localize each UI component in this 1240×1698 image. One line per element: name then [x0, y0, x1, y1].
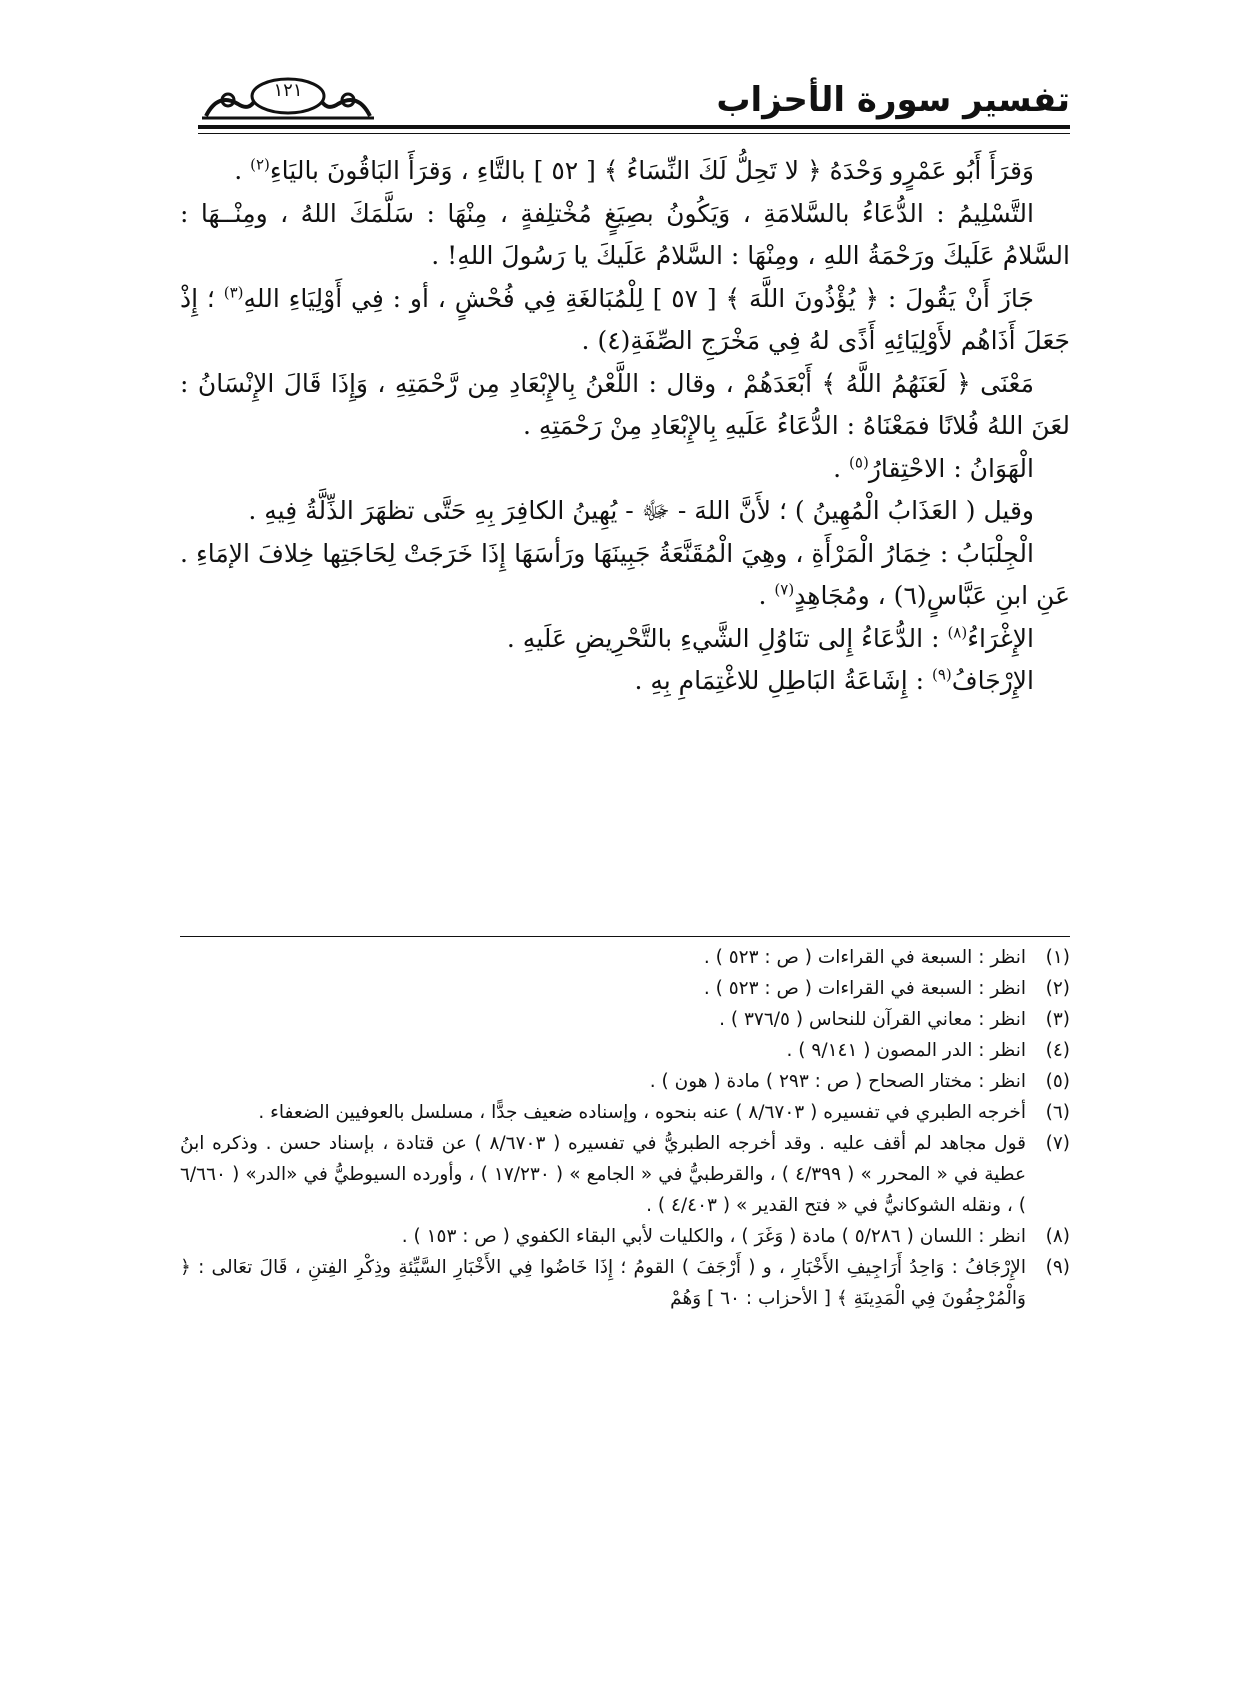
paragraph-text: مَعْنَى ﴿ لَعَنَهُمُ اللَّهُ ﴾ أَبْعَدَهُمْ ، وقال : اللَّعْنُ بِالإِبْعَادِ مِن رَّحْمَتِهِ ، وَإِذَا قَالَ الإِنْسَانُ : لعَنَ اللهُ فُلانًا فمَعْنَاهُ : الدُّعَاءُ عَلَيهِ بِالإِبْعَادِ مِنْ رَحْمَتِهِ .: [180, 368, 1070, 440]
paragraph-8: [180, 618, 1070, 661]
footnote-text: أخرجه الطبري في تفسيره ( ٨/٦٧٠٣ ) عنه بنحوه ، وإسناده ضعيف جدًّا ، مسلسل بالعوفيين الضعفاء .: [258, 1102, 1026, 1123]
paragraph-3: [180, 278, 1070, 363]
footnote-number: (٣): [1045, 1009, 1070, 1030]
footnote-7: [180, 1128, 1070, 1221]
paragraph-text: وقيل ( العَذَابُ الْمُهِينُ ) ؛ لأَنَّ اللهَ - ﷻ - يُهِينُ الكافِرَ بِهِ حَتَّى تظهَرَ الذِّلَّةُ فِيهِ .: [248, 496, 1034, 525]
footnote-6: [180, 1097, 1070, 1128]
footnote-2: [180, 973, 1070, 1004]
footnote-3: [180, 1004, 1070, 1035]
paragraph-tail: ؛ إِذْ جَعَلَ أَذَاهُم لأَوْلِيَائِهِ أَذًى لهُ فِي مَخْرَجِ الصِّفَةِ(٤) .: [180, 283, 1070, 355]
footnote-text: انظر : مختار الصحاح ( ص : ٢٩٣ ) مادة ( هون ) .: [649, 1071, 1026, 1092]
paragraph-text: جَازَ أَنْ يَقُولَ : ﴿ يُؤْذُونَ اللَّهَ ﴾ [ ٥٧ ] لِلْمُبَالغَةِ فِي فُحْشٍ ، أو : فِي أَوْلِيَاءِ اللهِ: [243, 283, 1034, 313]
footnote-number: (٩): [1045, 1257, 1070, 1278]
footnote-ref: (٨): [947, 623, 968, 642]
footnote-number: (٨): [1045, 1226, 1070, 1247]
header-rule-thin: [198, 133, 1070, 134]
footnote-ref: (٩): [931, 665, 952, 684]
footnote-4: [180, 1035, 1070, 1066]
footnote-text: انظر : معاني القرآن للنحاس ( ٣٧٦/٥ ) .: [719, 1009, 1026, 1030]
footnote-ref: (٢): [250, 155, 270, 174]
footnote-number: (٧): [1045, 1133, 1070, 1154]
footnote-number: (٥): [1045, 1071, 1070, 1092]
footnote-5: [180, 1066, 1070, 1097]
paragraph-6: [180, 490, 1070, 533]
paragraph-4: [180, 363, 1070, 448]
footnote-text: انظر : اللسان ( ٥/٢٨٦ ) مادة ( وَغَرَ ) ، والكليات لأبي البقاء الكفوي ( ص : ١٥٣ ) .: [401, 1226, 1026, 1247]
paragraph-2: [180, 193, 1070, 278]
footnote-8: [180, 1221, 1070, 1252]
paragraph-tail: .: [833, 453, 850, 483]
footnote-number: (١): [1045, 947, 1070, 968]
footnote-9: [180, 1252, 1070, 1314]
page-header: [198, 70, 1070, 140]
footnote-ref: (٣): [223, 283, 244, 302]
footnote-number: (٢): [1045, 978, 1070, 999]
header-rule: [198, 125, 1070, 129]
footnote-text: انظر : السبعة في القراءات ( ص : ٥٢٣ ) .: [703, 947, 1026, 968]
page-title: تفسير سورة الأحزاب: [716, 80, 1070, 120]
paragraph-text: الْجِلْبَابُ : خِمَارُ الْمَرْأَةِ ، وهِيَ الْمُقَنَّعَةُ جَبِينَهَا ورَأسَهَا إِذَا خَرَجَتْ لِحَاجَتِها خِلافَ الإمَاءِ . عَنِ ابنِ عَبَّاسٍ(٦) ، ومُجَاهِدٍ: [180, 538, 1070, 610]
paragraph-text: وَقرَأَ أَبُو عَمْرٍو وَحْدَهُ ﴿ لا تَحِلُّ لَكَ النِّسَاءُ ﴾ [ ٥٢ ] بالتَّاءِ ، وَقرَأَ البَاقُونَ باليَاءِ: [269, 156, 1034, 185]
footnote-text: انظر : الدر المصون ( ٩/١٤١ ) .: [786, 1040, 1026, 1061]
paragraph-text: الإِرْجَافُ: [951, 666, 1034, 695]
paragraph-7: [180, 533, 1070, 618]
paragraph-5: [180, 448, 1070, 491]
paragraph-tail: .: [234, 156, 251, 185]
paragraph-text: الْهَوَانُ : الاحْتِقارُ: [868, 453, 1034, 483]
page-number: ١٢١: [273, 80, 303, 101]
footnote-text: انظر : السبعة في القراءات ( ص : ٥٢٣ ) .: [703, 978, 1026, 999]
footnote-separator: [180, 936, 1070, 937]
footnote-ref: (٧): [774, 580, 795, 599]
paragraph-tail: .: [758, 581, 775, 610]
paragraph-tail: : إِشَاعَةُ البَاطِلِ للاغْتِمَامِ بِهِ .: [634, 666, 932, 695]
footnote-ref: (٥): [849, 453, 869, 472]
paragraph-text: الإِغْرَاءُ: [967, 623, 1034, 653]
main-text: [180, 150, 1070, 703]
footnote-number: (٦): [1045, 1102, 1070, 1123]
paragraph-tail: : الدُّعَاءُ إِلى تنَاوُلِ الشَّيءِ بالتَّحْرِيضِ عَلَيهِ .: [506, 623, 948, 653]
footnote-text: الإِرْجَافُ : وَاحِدُ أَرَاجِيفِ الأَخْبَارِ ، و ( أَرْجَفَ ) القومُ ؛ إِذَا خَاضُوا فِي الأَخْبَارِ السَّيِّئةِ وذِكْرِ الفِتنِ ، قَالَ تعَالى : ﴿ وَالْمُرْجِفُونَ فِي الْمَدِينَةِ ﴾ [ الأحزاب : ٦٠ ] وَهُمْ: [180, 1257, 1026, 1309]
paragraph-text: التَّسْلِيمُ : الدُّعَاءُ بالسَّلامَةِ ، وَيَكُونُ بصِيَغٍ مُخْتلِفةٍ ، مِنْهَا : سَلَّمَكَ اللهُ ، ومِنْــهَا : السَّلامُ عَلَيكَ ورَحْمَةُ اللهِ ، ومِنْهَا : السَّلامُ عَلَيكَ يا رَسُولَ اللهِ! .: [180, 198, 1070, 270]
paragraph-9: [180, 660, 1070, 703]
footnote-1: [180, 942, 1070, 973]
paragraph-1: [180, 150, 1070, 193]
footnote-number: (٤): [1045, 1040, 1070, 1061]
footnote-text: قول مجاهد لم أقف عليه . وقد أخرجه الطبريُّ في تفسيره ( ٨/٦٧٠٣ ) عن قتادة ، بإسناد حسن . وذكره ابنُ عطية في « المحرر » ( ٤/٣٩٩ ) ، والقرطبيُّ في « الجامع » ( ١٧/٢٣٠ ) ، وأورده السيوطيُّ في «الدر» ( ٦/٦٦٠ ) ، ونقله الشوكانيُّ في « فتح القدير » ( ٤/٤٠٣ ) .: [180, 1133, 1026, 1216]
footnotes: [180, 942, 1070, 1314]
